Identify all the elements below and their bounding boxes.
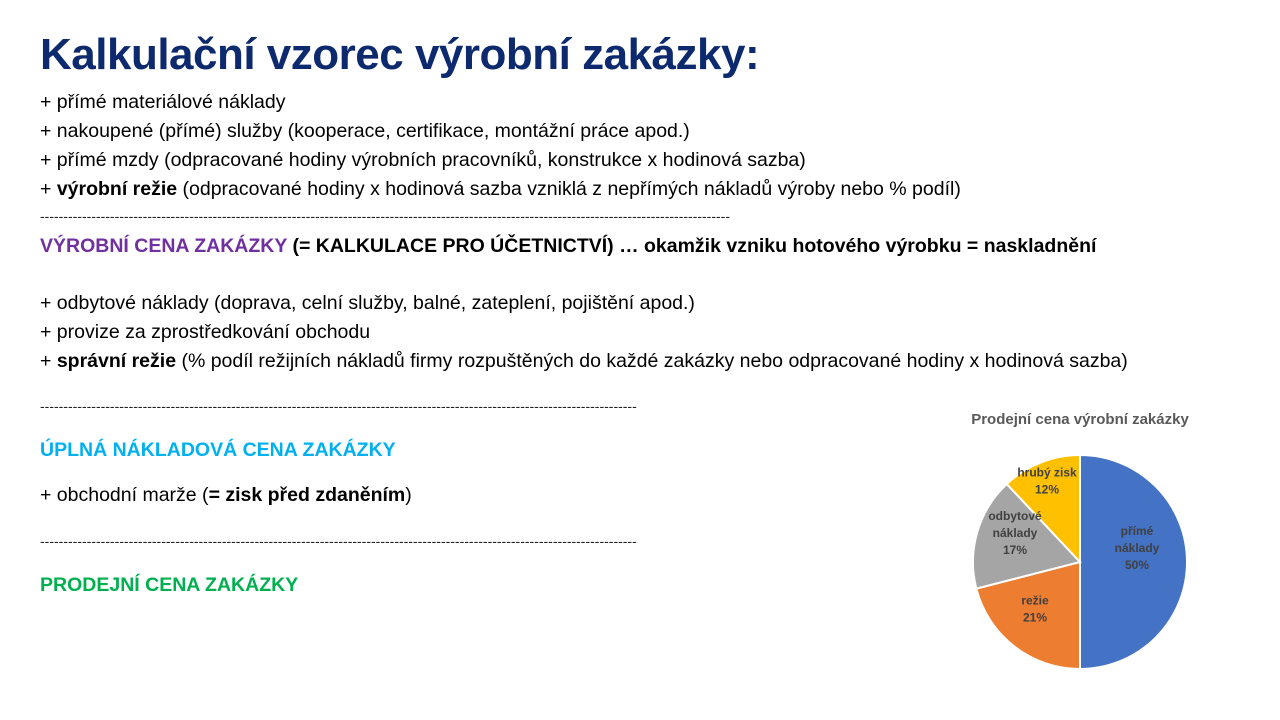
production-overhead-detail: (odpracované hodiny x hodinová sazba vzniklá z nepřímých nákladů výroby nebo % podíl) xyxy=(177,178,961,200)
admin-overhead-term: správní režie xyxy=(56,350,177,372)
trade-margin-suffix: ) xyxy=(405,484,412,506)
full-cost-price-heading: ÚPLNÁ NÁKLADOVÁ CENA ZAKÁZKY xyxy=(40,439,396,461)
chart-title: Prodejní cena výrobní zakázky xyxy=(971,411,1189,428)
separator-line: -------------------------------------------------------------------------------------------------------------------------------- xyxy=(40,534,637,548)
pie-chart xyxy=(960,445,1200,680)
item-prefix: + xyxy=(40,350,57,372)
production-price-label: VÝROBNÍ CENA ZAKÁZKY xyxy=(40,235,288,257)
item-commission: + provize za zprostředkování obchodu xyxy=(40,321,371,343)
pie-slice-label: hrubý zisk 12% xyxy=(1017,465,1077,497)
trade-margin-profit: = zisk před zdaněním xyxy=(208,484,406,506)
pie-slice-label: odbytové náklady 17% xyxy=(988,509,1042,557)
item-purchased-services: + nakoupené (přímé) služby (kooperace, certifikace, montážní práce apod.) xyxy=(40,120,690,142)
selling-price-heading: PRODEJNÍ CENA ZAKÁZKY xyxy=(40,574,299,596)
production-overhead-term: výrobní režie xyxy=(56,178,178,200)
trade-margin-prefix: + obchodní marže ( xyxy=(40,484,209,506)
slide-title: Kalkulační vzorec výrobní zakázky: xyxy=(40,30,760,79)
pie-slice-label: režie 21% xyxy=(1021,593,1049,625)
admin-overhead-detail: (% podíl režijních nákladů firmy rozpuštěných do každé zakázky nebo odpracované hodiny x hodinová sazba) xyxy=(176,350,1128,372)
item-prefix: + xyxy=(40,178,57,200)
item-direct-wages: + přímé mzdy (odpracované hodiny výrobních pracovníků, konstrukce x hodinová sazba) xyxy=(40,149,806,171)
production-price-note: (= KALKULACE PRO ÚČETNICTVÍ) … okamžik vzniku hotového výrobku = naskladnění xyxy=(287,235,1097,257)
separator-line: -------------------------------------------------------------------------------------------------------------------------------- xyxy=(40,399,637,413)
separator-line: ---------------------------------------------------------------------------------------------------------------------------------------------------- xyxy=(40,209,730,223)
pie-slice-label: přímé náklady 50% xyxy=(1114,524,1160,572)
item-production-overhead xyxy=(40,177,961,201)
item-sales-costs: + odbytové náklady (doprava, celní služby, balné, zateplení, pojištění apod.) xyxy=(40,292,695,314)
item-direct-material: + přímé materiálové náklady xyxy=(40,91,286,113)
production-price-heading xyxy=(40,234,1096,258)
item-trade-margin xyxy=(40,483,412,507)
item-admin-overhead xyxy=(40,349,1128,373)
